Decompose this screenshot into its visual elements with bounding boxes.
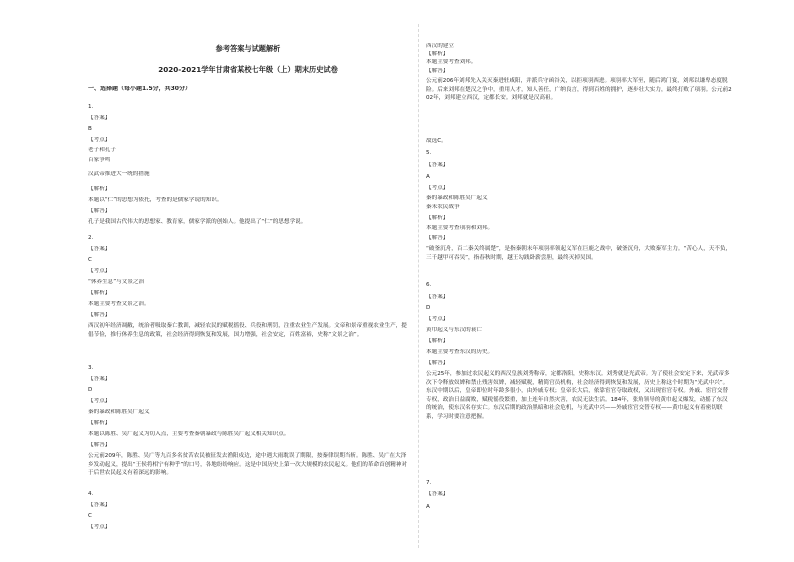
knowledge-point: 秦末农民战争	[426, 204, 460, 210]
knowledge-point-tag: 【考点】	[88, 137, 111, 143]
solution-text: 公元25年，参加过农民起义的西汉皇族刘秀称帝，定都洛阳，史称东汉。刘秀就是光武帝。为了使社会安定下来，光武帝多次下令释放奴婢和禁止残害奴婢，减轻赋税，精简官员机构，社会经济得到恢复和发展，历史上称这个时期为“光武中兴”。东汉中期以后，皇帝即位时年龄多很小，由外戚专权；皇帝长大后，依靠宦官夺取政权，又出现宦官专权。外戚、宦官交替专权，政治日益腐败，赋税徭役繁重，加上连年自然灾害，农民无法生活。184年，张角领导的黄巾起义爆发，动摇了东汉的统治，使东汉名存实亡。东汉后期的政治黑暗和社会危机，与光武中兴——外戚宦官交替专权——黄巾起义有着密切联系，学习时要注意把握。	[426, 371, 730, 420]
question-number: 6.	[426, 282, 432, 288]
answer-value: C	[88, 257, 92, 263]
question-number: 2.	[88, 235, 94, 241]
analysis-text: 本题主要考查刘邦。	[426, 59, 477, 65]
page-title: 参考答案与试题解析	[215, 44, 281, 53]
analysis-text: 本题主要考查东汉的历史。	[426, 349, 494, 355]
solution-conclusion: 故选C。	[426, 138, 447, 144]
answer-tag: 【答案】	[426, 491, 449, 497]
analysis-tag: 【解析】	[88, 290, 111, 296]
solution-tag: 【解答】	[426, 360, 449, 366]
solution-tag: 【解答】	[426, 68, 449, 74]
knowledge-point-tag: 【考点】	[88, 268, 111, 274]
knowledge-point: 百家争鸣	[88, 157, 111, 163]
knowledge-point-tag: 【考点】	[88, 398, 111, 404]
analysis-tag: 【解析】	[88, 420, 111, 426]
answer-value: D	[426, 305, 431, 311]
analysis-tag: 【解析】	[426, 51, 449, 57]
solution-text: “破釜沉舟，百二秦关终属楚”，是指秦朝末年项羽率领起义军在巨鹿之战中，破釜沉舟，大败秦军主力。“苦心人，天不负，三千越甲可吞吴”，指春秋时期，越王勾践卧薪尝胆，最终灭掉吴国。	[426, 246, 732, 261]
knowledge-point: 西汉的建立	[426, 43, 454, 49]
answer-tag: 【答案】	[88, 502, 111, 508]
analysis-text: 本题以“仁”的思想为依托，考查的是儒家学说的知识。	[88, 197, 223, 203]
solution-tag: 【解答】	[426, 235, 449, 241]
answer-value: A	[426, 504, 430, 510]
knowledge-point: 汉武帝推进大一统的措施	[88, 171, 150, 177]
knowledge-point-tag: 【考点】	[88, 524, 111, 530]
answer-tag: 【答案】	[426, 294, 449, 300]
column-divider	[418, 24, 419, 548]
solution-tag: 【解答】	[88, 312, 111, 318]
solution-tag: 【解答】	[88, 442, 111, 448]
answer-value: C	[88, 513, 92, 519]
left-column	[88, 0, 408, 562]
solution-text: 公元前206年刘邦先入关灭秦进驻咸阳，并派兵守函谷关，以拒项羽西进。项羽率大军至，随后鸿门宴，刘邦以谦卑态度脱险。后来刘邦在楚汉之争中，重用人才，知人善任，广纳良言，得到百姓的拥护，逐步壮大实力，最终打败了项羽。公元前202年，刘邦建立西汉，定都长安。刘邦就是汉高祖。	[426, 78, 732, 102]
answer-tag: 【答案】	[88, 376, 111, 382]
exam-subtitle: 2020-2021学年甘肃省某校七年级（上）期末历史试卷	[158, 65, 338, 74]
answer-tag: 【答案】	[88, 115, 111, 121]
solution-text: 公元前209年，陈胜、吴广等九百多名贫苦农民被征发去渔阳戍边，途中遇大雨耽误了期限，按秦律误期当斩。陈胜、吴广在大泽乡发动起义，提出“王侯将相宁有种乎”的口号，各地纷纷响应。这是中国历史上第一次大规模的农民起义。他们的革命首创精神对于后世农民起义有着深远的影响。	[88, 453, 408, 477]
answer-value: A	[426, 174, 430, 180]
knowledge-point: “休养生息”与文景之治	[88, 279, 145, 285]
analysis-tag: 【解析】	[426, 215, 449, 221]
right-column	[426, 0, 732, 562]
solution-text: 西汉初年经济凋敝，统治者吸取秦亡教训，减轻农民的赋税徭役、兵役和刑罚，注重农业生产发展。文帝和景帝重视农业生产，提倡节俭，推行休养生息的政策，社会经济得到恢复和发展，国力增强，社会安定，百姓富裕，史称“文景之治”。	[88, 323, 407, 338]
question-number: 5.	[426, 150, 432, 156]
answer-tag: 【答案】	[88, 246, 111, 252]
analysis-text: 本题主要考查文景之治。	[88, 301, 150, 307]
answer-value: B	[88, 126, 92, 132]
question-number: 4.	[88, 491, 94, 497]
analysis-text: 本题以陈胜、吴广起义为切入点，主要考查秦朝暴政与陈胜吴广起义相关知识点。	[88, 431, 290, 437]
question-number: 3.	[88, 365, 94, 371]
analysis-tag: 【解析】	[88, 186, 111, 192]
knowledge-point: 黄巾起义与东汉的衰亡	[426, 327, 482, 333]
knowledge-point-tag: 【考点】	[426, 316, 449, 322]
knowledge-point: 老子和孔子	[88, 147, 116, 153]
answer-value: D	[88, 387, 93, 393]
knowledge-point: 秦的暴政和陈胜吴广起义	[426, 195, 488, 201]
question-number: 7.	[426, 480, 432, 486]
section-heading: 一、选择题（每小题1.5分，共30分）	[88, 86, 191, 92]
analysis-tag: 【解析】	[426, 338, 449, 344]
answer-tag: 【答案】	[426, 162, 449, 168]
solution-tag: 【解答】	[88, 208, 111, 214]
question-number: 1.	[88, 104, 94, 110]
knowledge-point-tag: 【考点】	[426, 185, 449, 191]
solution-text: 孔子是我国古代伟大的思想家、教育家，儒家学派的创始人。他提出了“仁”的思想学说。	[88, 219, 307, 225]
analysis-text: 本题主要考查项羽和刘邦。	[426, 225, 494, 231]
knowledge-point: 秦的暴政和陈胜吴广起义	[88, 409, 150, 415]
